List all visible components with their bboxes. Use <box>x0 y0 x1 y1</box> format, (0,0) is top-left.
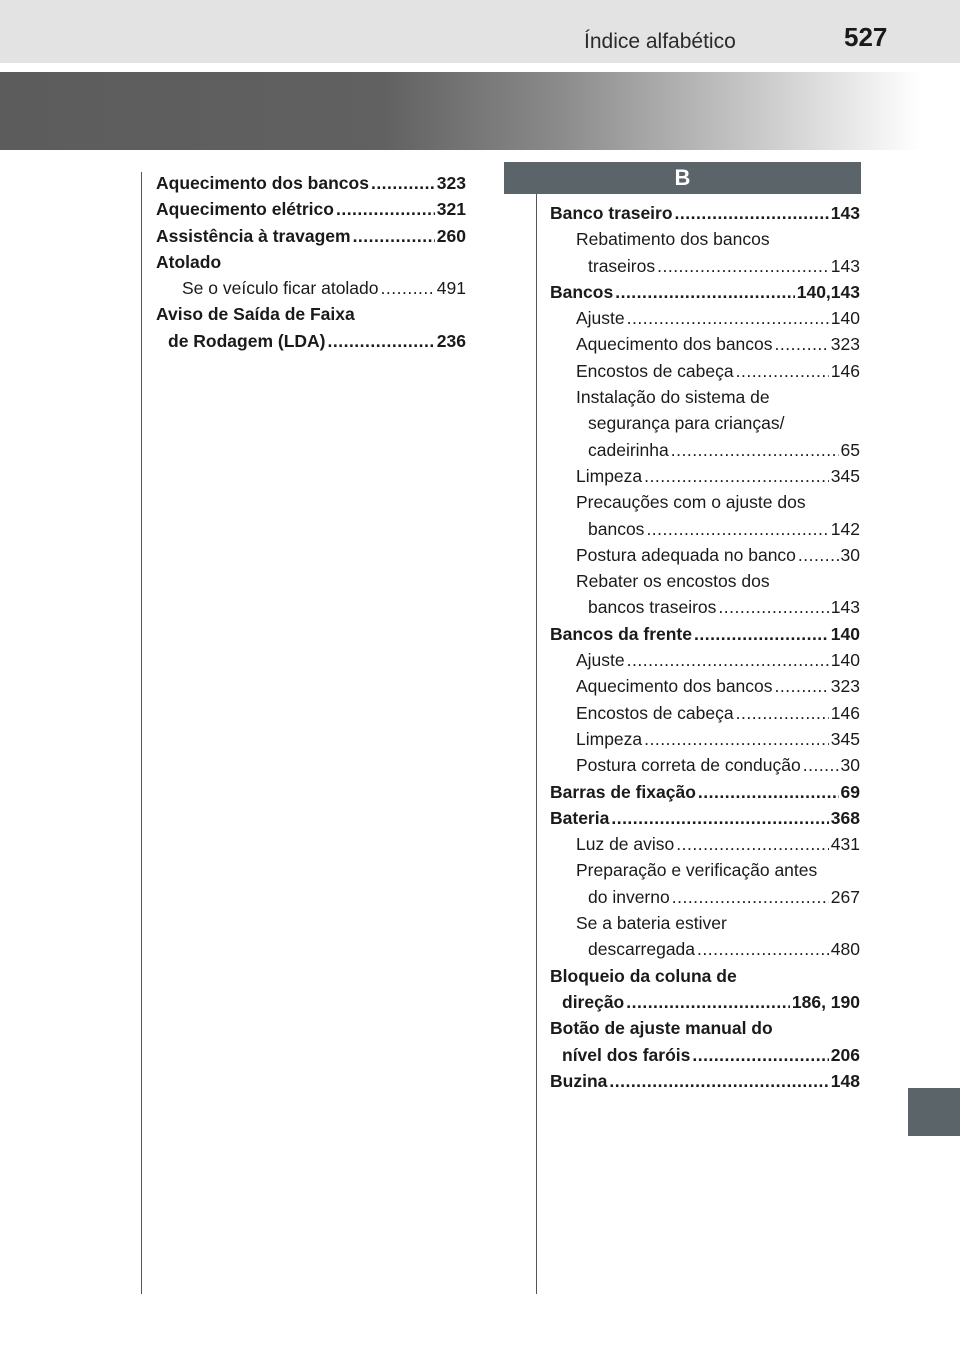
index-term: Bloqueio da coluna de <box>550 965 737 986</box>
leader-dots <box>736 358 829 384</box>
index-term: cadeirinha <box>588 439 669 460</box>
index-term: Assistência à travagem <box>156 225 351 246</box>
decorative-gradient-band <box>0 72 960 150</box>
index-entry <box>550 752 860 778</box>
index-term: Atolado <box>156 251 222 272</box>
page-reference: 30 <box>840 544 860 565</box>
page-reference: 143 <box>830 203 860 223</box>
index-term: Rebatimento dos bancos <box>576 229 770 250</box>
index-term: Aquecimento dos bancos <box>576 676 773 697</box>
index-term: Rebater os encostos dos <box>576 571 770 592</box>
index-term: Banco traseiro <box>550 203 673 223</box>
index-entry <box>550 1015 860 1041</box>
index-term: Limpeza <box>576 465 643 486</box>
index-entry <box>550 279 860 305</box>
leader-dots <box>803 752 839 778</box>
index-term: nível dos faróis <box>562 1044 691 1065</box>
page-reference: 146 <box>830 702 860 723</box>
page-reference: 140,143 <box>796 281 860 302</box>
index-entry <box>550 805 860 831</box>
leader-dots <box>611 805 828 831</box>
leader-dots <box>675 200 829 226</box>
index-term: Ajuste <box>576 650 625 671</box>
index-term: segurança para crianças/ <box>588 413 785 434</box>
index-term: direção <box>562 991 625 1012</box>
page-reference: 323 <box>830 334 860 355</box>
index-term: Barras de fixação <box>550 781 696 802</box>
page-reference: 323 <box>830 676 860 697</box>
index-term: Encostos de cabeça <box>576 702 734 723</box>
leader-dots <box>671 437 839 463</box>
index-entry <box>550 305 860 331</box>
index-entry <box>550 200 860 226</box>
index-entry <box>156 196 466 222</box>
index-column-left <box>156 170 466 354</box>
leader-dots <box>615 279 795 305</box>
leader-dots <box>644 726 829 752</box>
leader-dots <box>694 621 829 647</box>
index-term: Luz de aviso <box>576 834 675 855</box>
page-reference: 140 <box>830 308 860 329</box>
index-entry <box>156 301 466 327</box>
leader-dots <box>798 542 839 568</box>
leader-dots <box>657 253 829 279</box>
index-term: descarregada <box>588 939 696 960</box>
leader-dots <box>627 305 829 331</box>
index-term: Encostos de cabeça <box>576 360 734 381</box>
index-term: Aquecimento elétrico <box>156 199 334 220</box>
page-reference: 142 <box>830 518 860 539</box>
index-entry <box>550 779 860 805</box>
index-term: Limpeza <box>576 728 643 749</box>
page-reference: 143 <box>830 255 860 276</box>
letter-heading-label: B <box>674 165 691 190</box>
page-reference: 321 <box>436 199 466 220</box>
page-reference: 143 <box>830 597 860 618</box>
leader-dots <box>718 594 828 620</box>
leader-dots <box>692 1042 828 1068</box>
page-reference: 69 <box>840 781 860 802</box>
index-entry <box>550 331 860 357</box>
leader-dots <box>644 463 829 489</box>
leader-dots <box>328 328 435 354</box>
index-term: Se o veículo ficar atolado <box>182 278 379 299</box>
leader-dots <box>353 223 435 249</box>
leader-dots <box>676 831 829 857</box>
leader-dots <box>646 516 828 542</box>
index-column-right <box>550 200 860 1094</box>
leader-dots <box>627 647 829 673</box>
column-divider-middle <box>536 172 537 1294</box>
index-term: Aquecimento dos bancos <box>576 334 773 355</box>
index-term: Ajuste <box>576 308 625 329</box>
page-reference: 267 <box>830 886 860 907</box>
index-term: Postura correta de condução <box>576 755 801 776</box>
page-reference: 345 <box>830 728 860 749</box>
index-entry <box>550 516 860 542</box>
leader-dots <box>697 936 829 962</box>
index-entry <box>156 275 466 301</box>
leader-dots <box>626 989 790 1015</box>
page-reference: 431 <box>830 834 860 855</box>
index-entry <box>550 1068 860 1094</box>
page-reference: 30 <box>840 755 860 776</box>
letter-heading <box>504 162 861 194</box>
page-reference: 140 <box>830 650 860 671</box>
index-entry <box>550 542 860 568</box>
index-term: traseiros <box>588 255 656 276</box>
section-title: Índice alfabético <box>584 30 736 53</box>
index-entry <box>550 384 860 410</box>
index-entry <box>550 857 860 883</box>
index-term: Preparação e verificação antes <box>576 860 818 881</box>
leader-dots <box>698 779 839 805</box>
index-entry <box>550 831 860 857</box>
index-term: do inverno <box>588 886 670 907</box>
index-entry <box>550 726 860 752</box>
index-term: Bancos <box>550 281 614 302</box>
index-entry <box>156 328 466 354</box>
leader-dots <box>736 700 829 726</box>
page-reference: 491 <box>436 278 466 299</box>
column-divider-left <box>141 172 142 1294</box>
index-term: Instalação do sistema de <box>576 387 770 408</box>
index-entry <box>550 673 860 699</box>
index-term: Bateria <box>550 807 610 828</box>
index-term: Botão de ajuste manual do <box>550 1018 773 1039</box>
page-reference: 345 <box>830 465 860 486</box>
index-entry <box>550 489 860 515</box>
page-number: 527 <box>844 22 888 52</box>
index-term: Postura adequada no banco <box>576 544 796 565</box>
page-reference: 146 <box>830 360 860 381</box>
leader-dots <box>371 170 435 196</box>
leader-dots <box>672 884 829 910</box>
index-term: de Rodagem (LDA) <box>168 330 326 351</box>
index-entry <box>550 594 860 620</box>
index-entry <box>550 226 860 252</box>
index-entry <box>550 989 860 1015</box>
index-entry <box>550 463 860 489</box>
leader-dots <box>609 1068 828 1094</box>
index-entry <box>156 249 466 275</box>
page-reference: 323 <box>436 173 466 193</box>
leader-dots <box>381 275 435 301</box>
index-term: bancos traseiros <box>588 597 717 618</box>
index-term: bancos <box>588 518 645 539</box>
page-reference: 186, 190 <box>791 991 860 1012</box>
index-entry <box>550 963 860 989</box>
index-entry <box>550 884 860 910</box>
page-reference: 65 <box>840 439 860 460</box>
index-term: Precauções com o ajuste dos <box>576 492 806 513</box>
index-entry <box>550 1042 860 1068</box>
page-reference: 206 <box>830 1044 860 1065</box>
index-term: Aviso de Saída de Faixa <box>156 304 355 325</box>
index-term: Bancos da frente <box>550 623 692 644</box>
index-entry <box>550 358 860 384</box>
index-entry <box>550 253 860 279</box>
leader-dots <box>775 331 829 357</box>
index-term: Aquecimento dos bancos <box>156 173 369 193</box>
page-reference: 236 <box>436 330 466 351</box>
index-entry <box>550 647 860 673</box>
index-entry <box>550 410 860 436</box>
index-entry <box>550 910 860 936</box>
index-entry <box>550 936 860 962</box>
page-reference: 260 <box>436 225 466 246</box>
leader-dots <box>775 673 829 699</box>
index-entry <box>156 223 466 249</box>
index-entry <box>156 170 466 196</box>
index-entry <box>550 437 860 463</box>
index-term: Buzina <box>550 1070 608 1091</box>
leader-dots <box>336 196 435 222</box>
page-reference: 148 <box>830 1070 860 1091</box>
page-reference: 140 <box>830 623 860 644</box>
page-reference: 368 <box>830 807 860 828</box>
index-thumb-tab <box>908 1088 960 1136</box>
header-bar <box>0 0 960 63</box>
index-entry <box>550 621 860 647</box>
index-entry <box>550 568 860 594</box>
page-reference: 480 <box>830 939 860 960</box>
index-entry <box>550 700 860 726</box>
index-term: Se a bateria estiver <box>576 913 727 934</box>
